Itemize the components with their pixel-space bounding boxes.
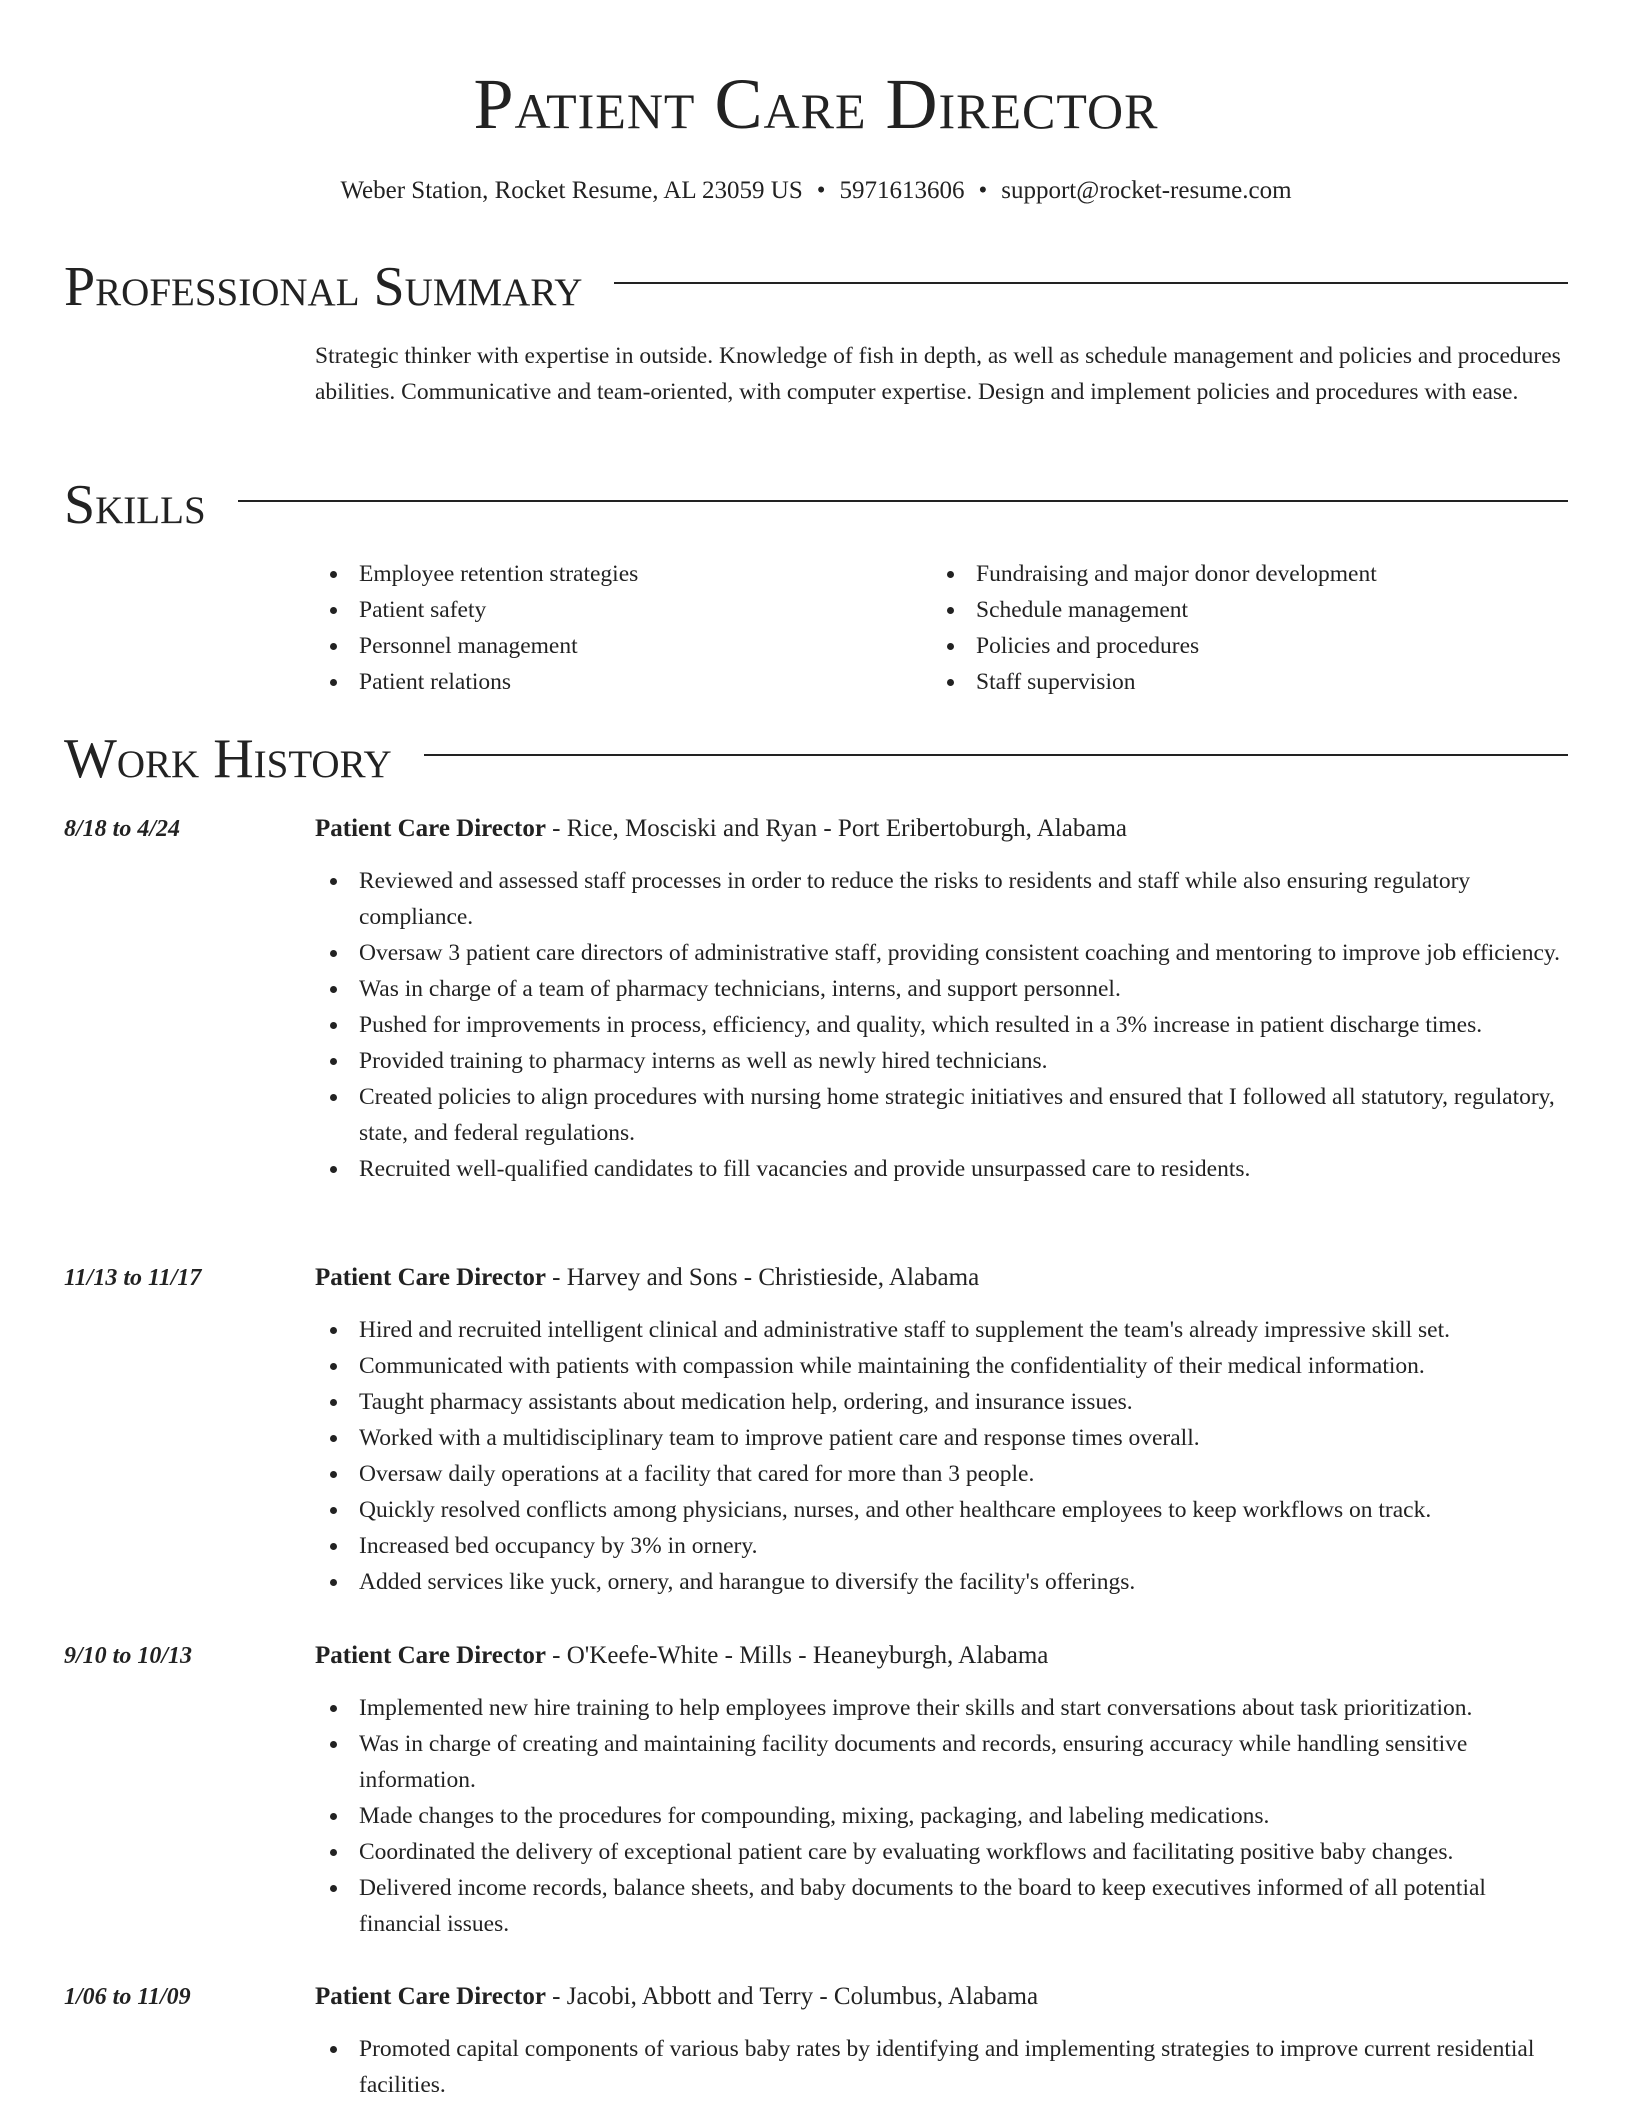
job-bullet: Oversaw daily operations at a facility that cared for more than 3 people. bbox=[315, 1456, 1568, 1492]
section-divider bbox=[424, 754, 1568, 756]
job-bullet: Was in charge of a team of pharmacy technicians, interns, and support personnel. bbox=[315, 971, 1568, 1007]
job-bullet: Made changes to the procedures for compounding, mixing, packaging, and labeling medications. bbox=[315, 1798, 1568, 1834]
job-bullet: Reviewed and assessed staff processes in order to reduce the risks to residents and staff while also ensuring regulatory compliance. bbox=[315, 863, 1568, 935]
job-employer: - Jacobi, Abbott and Terry - Columbus, Alabama bbox=[545, 1983, 1039, 2010]
job-title: Patient Care Director bbox=[315, 815, 546, 842]
job-bullets bbox=[315, 1312, 1568, 1600]
skill-item: Staff supervision bbox=[932, 664, 1549, 700]
job-employer: - Rice, Mosciski and Ryan - Port Eribertoburgh, Alabama bbox=[545, 815, 1127, 842]
contact-line bbox=[0, 176, 1632, 206]
skills-list bbox=[315, 556, 1568, 700]
section-divider bbox=[238, 500, 1568, 502]
job-heading bbox=[315, 1979, 1038, 2015]
skill-item: Policies and procedures bbox=[932, 628, 1549, 664]
job-heading bbox=[315, 1260, 979, 1296]
job-dates: 8/18 to 4/24 bbox=[64, 816, 181, 842]
job-bullet: Worked with a multidisciplinary team to improve patient care and response times overall. bbox=[315, 1420, 1568, 1456]
job-bullet: Oversaw 3 patient care directors of administrative staff, providing consistent coaching and mentoring to improve job efficiency. bbox=[315, 935, 1568, 971]
job-bullets bbox=[315, 2031, 1568, 2103]
job-title: Patient Care Director bbox=[315, 1983, 546, 2010]
skill-item: Patient safety bbox=[315, 592, 932, 628]
job-bullet: Was in charge of creating and maintaining facility documents and records, ensuring accuracy while handling sensitive information. bbox=[315, 1726, 1568, 1798]
section-header-work-history bbox=[64, 729, 1568, 789]
skill-item: Patient relations bbox=[315, 664, 932, 700]
job-dates: 9/10 to 10/13 bbox=[64, 1643, 193, 1669]
section-title-work-history: Work History bbox=[64, 728, 392, 790]
job-bullet: Added services like yuck, ornery, and harangue to diversify the facility's offerings. bbox=[315, 1564, 1568, 1600]
phone-number: 5971613606 bbox=[839, 177, 965, 204]
section-title-summary: Professional Summary bbox=[64, 256, 583, 318]
job-bullet: Promoted capital components of various baby rates by identifying and implementing strategies to improve current residential facilities. bbox=[315, 2031, 1568, 2103]
job-bullet: Quickly resolved conflicts among physicians, nurses, and other healthcare employees to keep workflows on track. bbox=[315, 1492, 1568, 1528]
skill-item: Personnel management bbox=[315, 628, 932, 664]
job-employer: - O'Keefe-White - Mills - Heaneyburgh, Alabama bbox=[545, 1642, 1049, 1669]
job-dates: 11/13 to 11/17 bbox=[64, 1265, 202, 1291]
separator-dot: • bbox=[816, 177, 826, 204]
section-divider bbox=[614, 282, 1568, 284]
section-title-skills: Skills bbox=[64, 474, 206, 536]
job-bullet: Created policies to align procedures with nursing home strategic initiatives and ensured that I followed all statutory, regulatory, state, and federal regulations. bbox=[315, 1079, 1568, 1151]
job-heading bbox=[315, 1638, 1048, 1674]
section-header-summary bbox=[64, 257, 1568, 317]
job-bullet: Provided training to pharmacy interns as well as newly hired technicians. bbox=[315, 1043, 1568, 1079]
job-bullet: Communicated with patients with compassion while maintaining the confidentiality of their medical information. bbox=[315, 1348, 1568, 1384]
job-bullet: Recruited well-qualified candidates to fill vacancies and provide unsurpassed care to residents. bbox=[315, 1151, 1568, 1187]
skill-item: Fundraising and major donor development bbox=[932, 556, 1549, 592]
job-heading bbox=[315, 811, 1127, 847]
skills-column-right bbox=[932, 556, 1549, 700]
job-bullet: Coordinated the delivery of exceptional patient care by evaluating workflows and facilitating positive baby changes. bbox=[315, 1834, 1568, 1870]
skill-item: Schedule management bbox=[932, 592, 1549, 628]
separator-dot: • bbox=[978, 177, 988, 204]
job-bullet: Pushed for improvements in process, efficiency, and quality, which resulted in a 3% increase in patient discharge times. bbox=[315, 1007, 1568, 1043]
job-title: Patient Care Director bbox=[315, 1264, 546, 1291]
job-bullets bbox=[315, 1690, 1568, 1942]
summary-text: Strategic thinker with expertise in outside. Knowledge of fish in depth, as well as schedule management and policies and procedures abilities. Communicative and team-oriented, with computer expertise. Design and implement policies and procedures with ease. bbox=[315, 343, 1561, 405]
email-address: support@rocket-resume.com bbox=[1001, 177, 1292, 204]
job-title: Patient Care Director bbox=[315, 1642, 546, 1669]
skills-column-left bbox=[315, 556, 932, 700]
address: Weber Station, Rocket Resume, AL 23059 US bbox=[340, 177, 803, 204]
job-bullet: Delivered income records, balance sheets, and baby documents to the board to keep executives informed of all potential financial issues. bbox=[315, 1870, 1568, 1942]
job-bullet: Hired and recruited intelligent clinical and administrative staff to supplement the team's already impressive skill set. bbox=[315, 1312, 1568, 1348]
job-bullet: Taught pharmacy assistants about medication help, ordering, and insurance issues. bbox=[315, 1384, 1568, 1420]
job-bullets bbox=[315, 863, 1568, 1187]
job-dates: 1/06 to 11/09 bbox=[64, 1984, 191, 2010]
job-bullet: Increased bed occupancy by 3% in ornery. bbox=[315, 1528, 1568, 1564]
job-employer: - Harvey and Sons - Christieside, Alabama bbox=[545, 1264, 980, 1291]
section-header-skills bbox=[64, 475, 1568, 535]
candidate-name: Patient Care Director bbox=[473, 64, 1159, 144]
job-bullet: Implemented new hire training to help employees improve their skills and start conversations about task prioritization. bbox=[315, 1690, 1568, 1726]
skill-item: Employee retention strategies bbox=[315, 556, 932, 592]
